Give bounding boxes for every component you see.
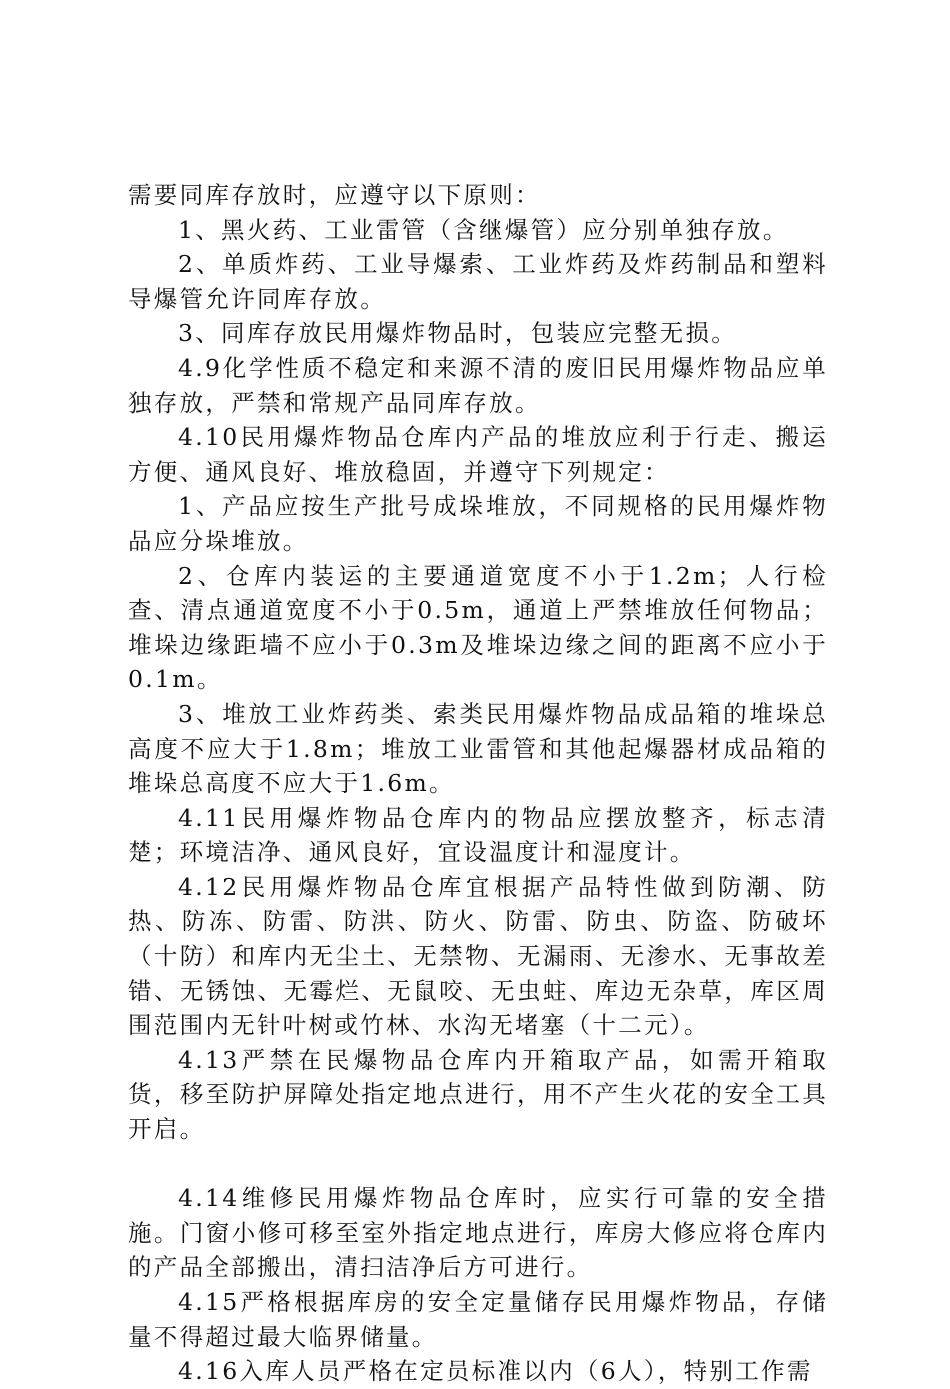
paragraph-4-9: 4.9化学性质不稳定和来源不清的废旧民用爆炸物品应单独存放，严禁和常规产品同库存放。 xyxy=(128,353,828,417)
paragraph-4-10-item-2: 2、仓库内装运的主要通道宽度不小于1.2m；人行检查、清点通道宽度不小于0.5m，通道上严禁堆放任何物品；堆垛边缘距墙不应小于0.3m及堆垛边缘之间的距离不应小于0.1m。 xyxy=(128,561,828,694)
paragraph-4-10-item-1: 1、产品应按生产批号成垛堆放，不同规格的民用爆炸物品应分垛堆放。 xyxy=(128,492,828,555)
paragraph-rule-2: 2、单质炸药、工业导爆索、工业炸药及炸药制品和塑料导爆管允许同库存放。 xyxy=(128,250,828,313)
paragraph-intro: 需要同库存放时，应遵守以下原则： xyxy=(128,181,541,209)
paragraph-rule-1: 1、黑火药、工业雷管（含继爆管）应分别单独存放。 xyxy=(178,215,789,244)
paragraph-4-12: 4.12民用爆炸物品仓库宜根据产品特性做到防潮、防热、防冻、防雷、防洪、防火、防雷、防虫、防盗、防破坏（十防）和库内无尘土、无禁物、无漏雨、无渗水、无事故差错、无锈蚀、无霉烂、无鼠咬、无虫蛀、库边无杂草，库区周围范围内无针叶树或竹林、水沟无堵塞（十二元）。 xyxy=(128,872,828,1040)
paragraph-4-14: 4.14维修民用爆炸物品仓库时，应实行可靠的安全措施。门窗小修可移至室外指定地点进行，库房大修应将仓库内的产品全部搬出，清扫洁净后方可进行。 xyxy=(128,1184,828,1282)
paragraph-4-10-item-3: 3、堆放工业炸药类、索类民用爆炸物品成品箱的堆垛总高度不应大于1.8m；堆放工业雷管和其他起爆器材成品箱的堆垛总高度不应大于1.6m。 xyxy=(128,699,828,798)
paragraph-4-13: 4.13严禁在民爆物品仓库内开箱取产品，如需开箱取货，移至防护屏障处指定地点进行，用不产生火花的安全工具开启。 xyxy=(128,1045,828,1144)
paragraph-4-10: 4.10民用爆炸物品仓库内产品的堆放应利于行走、搬运方便、通风良好、堆放稳固，并遵守下列规定： xyxy=(128,423,828,486)
paragraph-4-11: 4.11民用爆炸物品仓库内的物品应摆放整齐，标志清楚；环境洁净、通风良好，宜设温度计和湿度计。 xyxy=(128,803,828,867)
paragraph-4-15: 4.15严格根据库房的安全定量储存民用爆炸物品，存储量不得超过最大临界储量。 xyxy=(128,1288,828,1351)
document-body xyxy=(128,178,828,1389)
paragraph-rule-3: 3、同库存放民用爆炸物品时，包装应完整无损。 xyxy=(178,319,738,348)
paragraph-4-16: 4.16入库人员严格在定员标准以内（6人），特别工作需 xyxy=(178,1357,813,1386)
paragraph-gap xyxy=(128,1147,828,1182)
